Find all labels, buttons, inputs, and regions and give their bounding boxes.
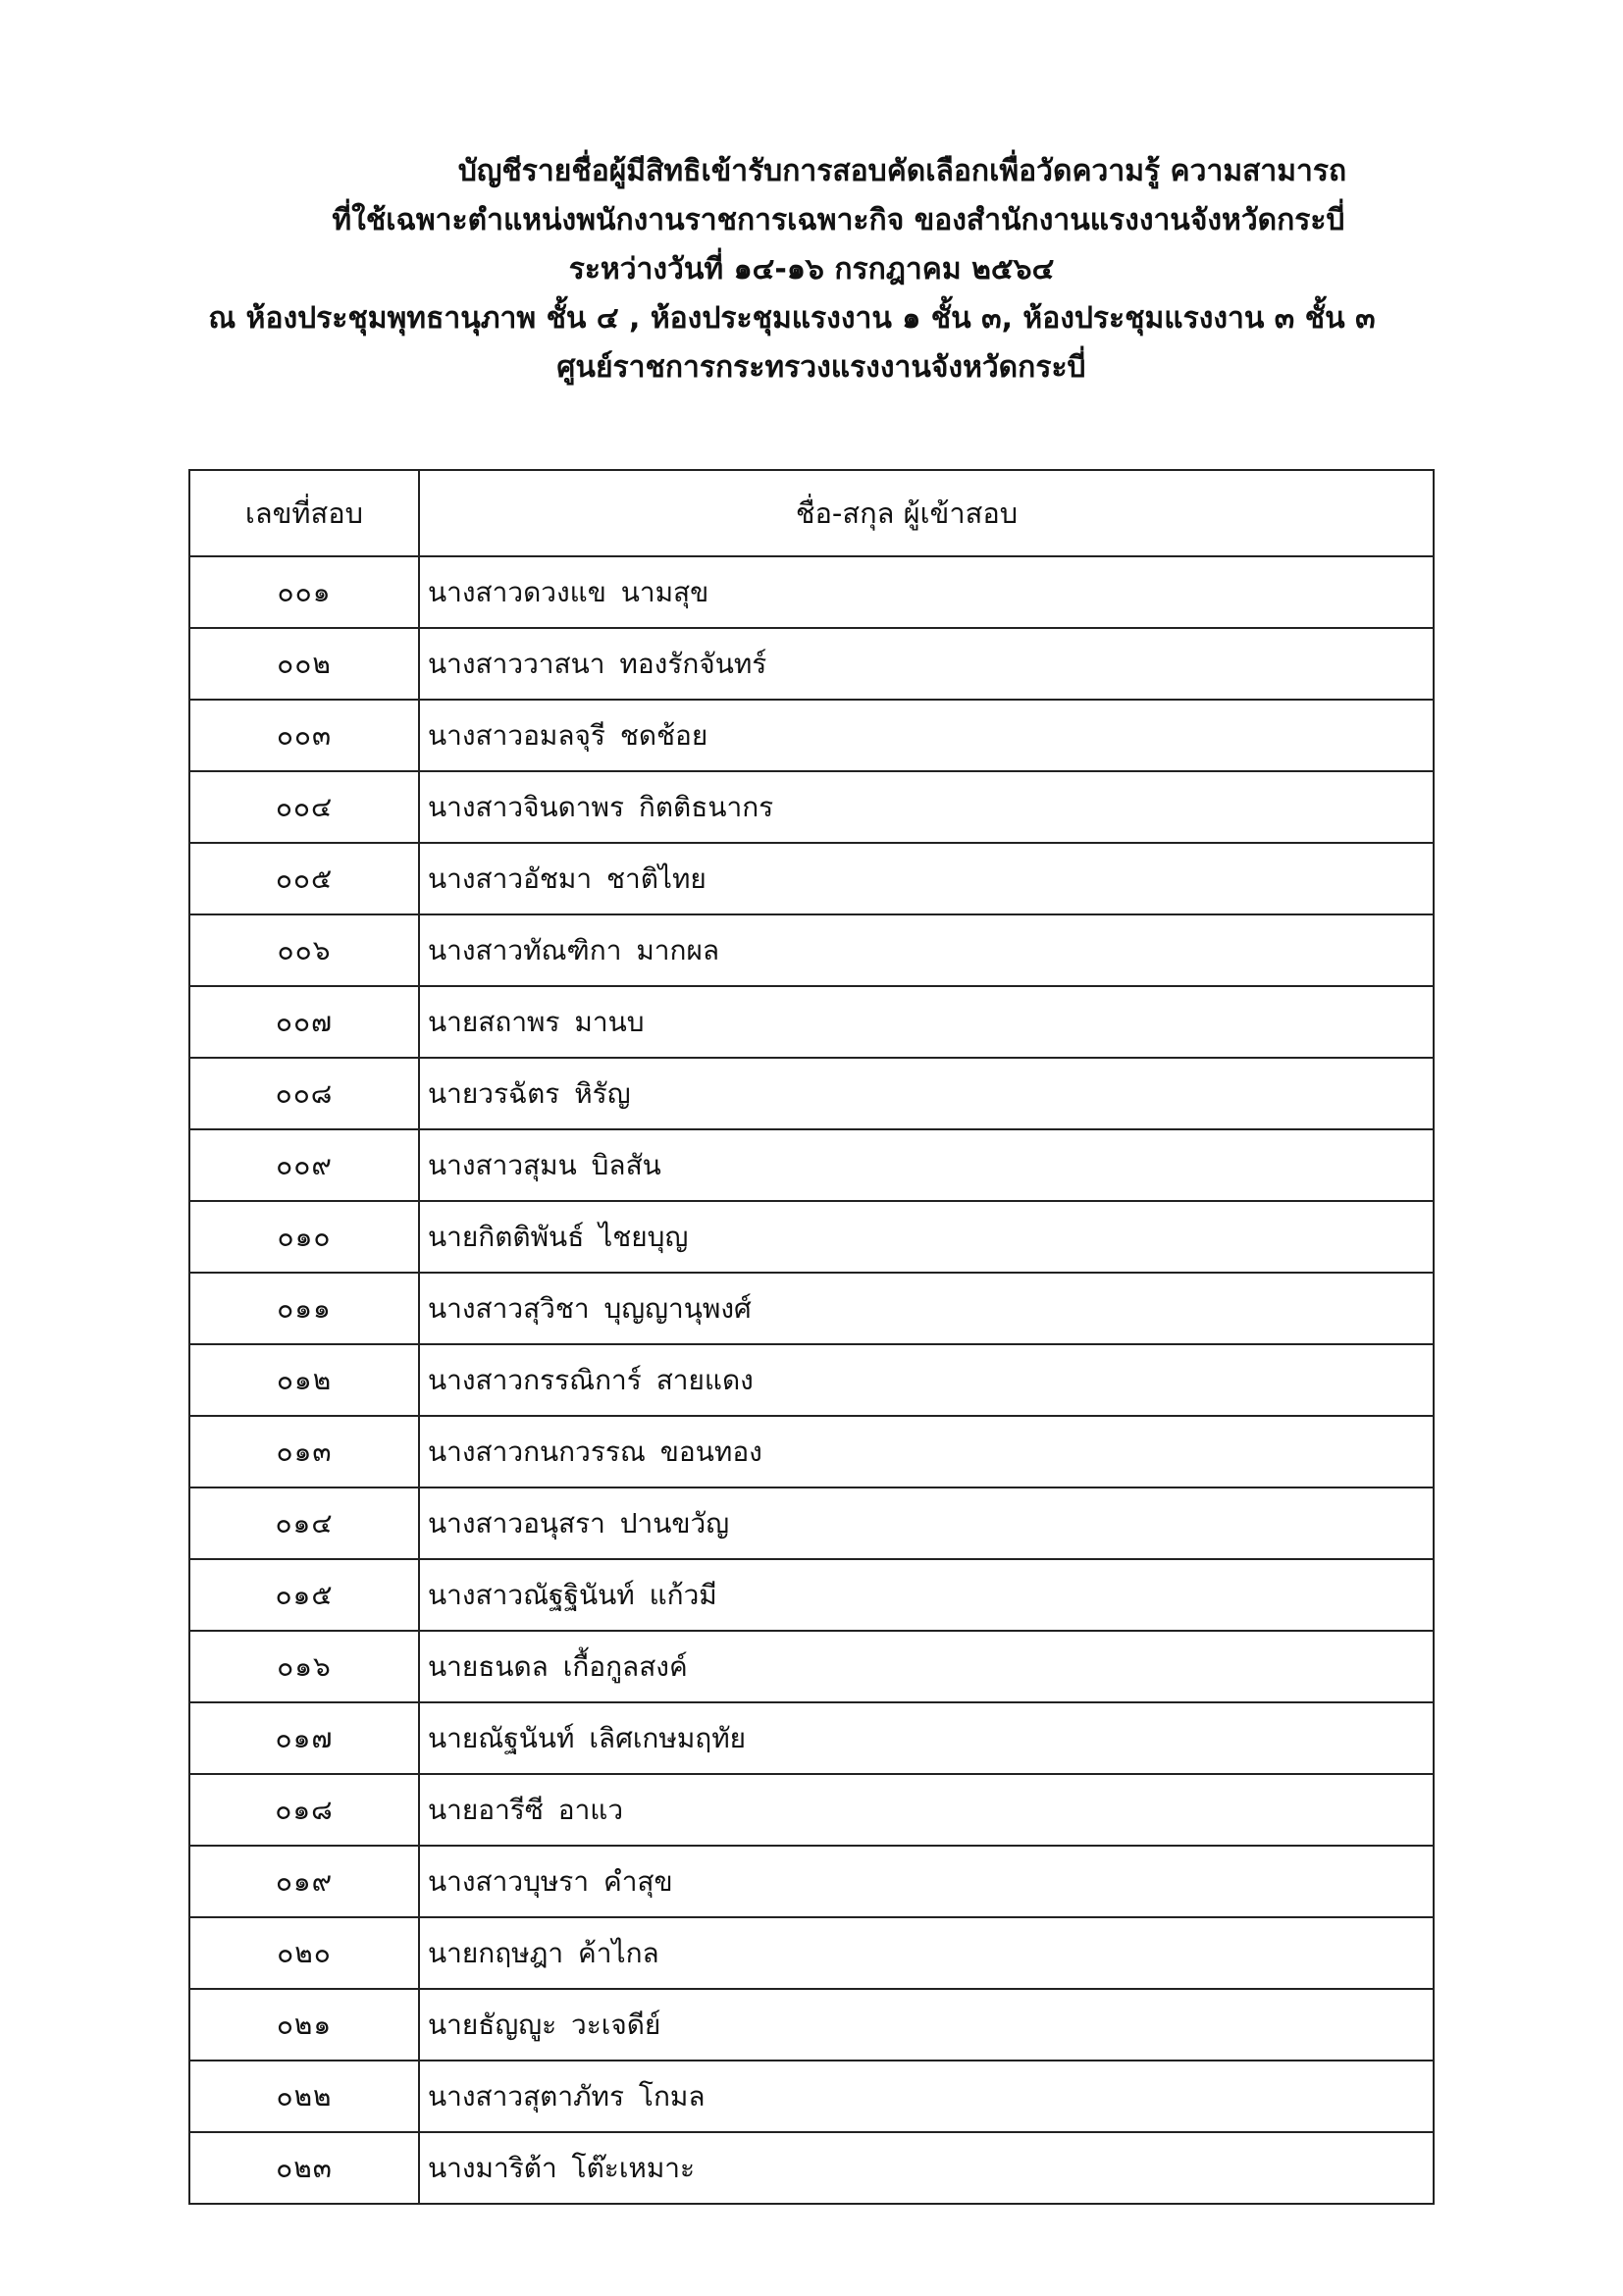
candidate-name-cell: นางสาวทัณฑิกา มากผล xyxy=(419,914,1434,986)
column-header-exam-number: เลขที่สอบ xyxy=(189,470,419,556)
exam-number-cell: ๐๑๘ xyxy=(189,1774,419,1846)
candidate-name-cell: นายวรฉัตร หิรัญ xyxy=(419,1058,1434,1129)
header-venue: ณ ห้องประชุมพุทธานุภาพ ชั้น ๔ , ห้องประชุมแรงงาน ๑ ชั้น ๓, ห้องประชุมแรงงาน ๓ ชั้น ๓ xyxy=(208,301,1376,336)
candidate-name-cell: นางสาวณัฐฐินันท์ แก้วมี xyxy=(419,1559,1434,1631)
table-row xyxy=(189,771,1434,843)
exam-number-cell: ๐๑๔ xyxy=(189,1487,419,1559)
table-row xyxy=(189,1774,1434,1846)
table-row xyxy=(189,986,1434,1058)
candidate-name-cell: นางมาริต้า โต๊ะเหมาะ xyxy=(419,2132,1434,2204)
header-date: ระหว่างวันที่ ๑๔-๑๖ กรกฎาคม ๒๕๖๔ xyxy=(568,252,1055,287)
exam-number-cell: ๐๐๑ xyxy=(189,556,419,628)
candidate-name-cell: นางสาวกรรณิการ์ สายแดง xyxy=(419,1344,1434,1416)
table-row xyxy=(189,1344,1434,1416)
candidate-name-cell: นางสาวบุษรา คำสุข xyxy=(419,1846,1434,1917)
exam-number-cell: ๐๐๙ xyxy=(189,1129,419,1201)
table-row xyxy=(189,628,1434,700)
candidate-name-cell: นายกิตติพันธ์ ไชยบุญ xyxy=(419,1201,1434,1273)
table-row xyxy=(189,914,1434,986)
candidate-name-cell: นายสถาพร มานบ xyxy=(419,986,1434,1058)
exam-number-cell: ๐๐๒ xyxy=(189,628,419,700)
candidate-name-cell: นางสาวสุมน บิลสัน xyxy=(419,1129,1434,1201)
candidate-name-cell: นางสาวกนกวรรณ ขอนทอง xyxy=(419,1416,1434,1487)
table-row xyxy=(189,700,1434,771)
exam-number-cell: ๐๐๘ xyxy=(189,1058,419,1129)
exam-number-cell: ๐๒๒ xyxy=(189,2061,419,2132)
candidate-name-cell: นายธัญญูะ วะเจดีย์ xyxy=(419,1989,1434,2061)
exam-number-cell: ๐๐๖ xyxy=(189,914,419,986)
table-row xyxy=(189,1989,1434,2061)
table-row xyxy=(189,2132,1434,2204)
table-row xyxy=(189,1487,1434,1559)
table-row xyxy=(189,1058,1434,1129)
table-row xyxy=(189,1631,1434,1702)
exam-number-cell: ๐๒๓ xyxy=(189,2132,419,2204)
candidate-name-cell: นางสาวอนุสรา ปานขวัญ xyxy=(419,1487,1434,1559)
candidate-name-cell: นายอารีซี อาแว xyxy=(419,1774,1434,1846)
candidate-name-cell: นายกฤษฎา ค้าไกล xyxy=(419,1917,1434,1989)
header-center: ศูนย์ราชการกระทรวงแรงงานจังหวัดกระบี่ xyxy=(556,350,1086,385)
table-row xyxy=(189,556,1434,628)
document-header xyxy=(0,147,1623,392)
table-row xyxy=(189,2061,1434,2132)
table-row xyxy=(189,1846,1434,1917)
exam-number-cell: ๐๐๗ xyxy=(189,986,419,1058)
exam-number-cell: ๐๑๐ xyxy=(189,1201,419,1273)
header-title: บัญชีรายชื่อผู้มีสิทธิเข้ารับการสอบคัดเลือกเพื่อวัดความรู้ ความสามารถ xyxy=(457,154,1347,188)
table-row xyxy=(189,843,1434,914)
exam-number-cell: ๐๐๓ xyxy=(189,700,419,771)
candidate-name-cell: นางสาวอมลจุรี ชดช้อย xyxy=(419,700,1434,771)
table-header-row xyxy=(189,470,1434,556)
candidate-name-cell: นายณัฐนันท์ เลิศเกษมฤทัย xyxy=(419,1702,1434,1774)
candidate-name-cell: นางสาวสุตาภัทร โกมล xyxy=(419,2061,1434,2132)
exam-number-cell: ๐๑๓ xyxy=(189,1416,419,1487)
exam-number-cell: ๐๑๒ xyxy=(189,1344,419,1416)
header-position: ที่ใช้เฉพาะตำแหน่งพนักงานราชการเฉพาะกิจ ของสำนักงานแรงงานจังหวัดกระบี่ xyxy=(332,203,1345,237)
candidate-name-cell: นางสาวจินดาพร กิตติธนากร xyxy=(419,771,1434,843)
candidate-name-cell: นางสาวอัชมา ชาติไทย xyxy=(419,843,1434,914)
table-row xyxy=(189,1273,1434,1344)
exam-number-cell: ๐๑๖ xyxy=(189,1631,419,1702)
exam-number-cell: ๐๑๗ xyxy=(189,1702,419,1774)
table-row xyxy=(189,1201,1434,1273)
candidate-table xyxy=(188,469,1435,2205)
table-row xyxy=(189,1129,1434,1201)
exam-number-cell: ๐๑๕ xyxy=(189,1559,419,1631)
exam-number-cell: ๐๐๔ xyxy=(189,771,419,843)
exam-number-cell: ๐๒๐ xyxy=(189,1917,419,1989)
table-row xyxy=(189,1559,1434,1631)
exam-number-cell: ๐๑๑ xyxy=(189,1273,419,1344)
table-body xyxy=(189,556,1434,2204)
table-row xyxy=(189,1702,1434,1774)
candidate-name-cell: นางสาวสุวิชา บุญญานุพงศ์ xyxy=(419,1273,1434,1344)
table-row xyxy=(189,1416,1434,1487)
exam-number-cell: ๐๐๕ xyxy=(189,843,419,914)
table-row xyxy=(189,1917,1434,1989)
exam-number-cell: ๐๒๑ xyxy=(189,1989,419,2061)
candidate-name-cell: นางสาววาสนา ทองรักจันทร์ xyxy=(419,628,1434,700)
candidate-name-cell: นางสาวดวงแข นามสุข xyxy=(419,556,1434,628)
column-header-candidate-name: ชื่อ-สกุล ผู้เข้าสอบ xyxy=(419,470,1434,556)
exam-number-cell: ๐๑๙ xyxy=(189,1846,419,1917)
candidate-name-cell: นายธนดล เกื้อกูลสงค์ xyxy=(419,1631,1434,1702)
